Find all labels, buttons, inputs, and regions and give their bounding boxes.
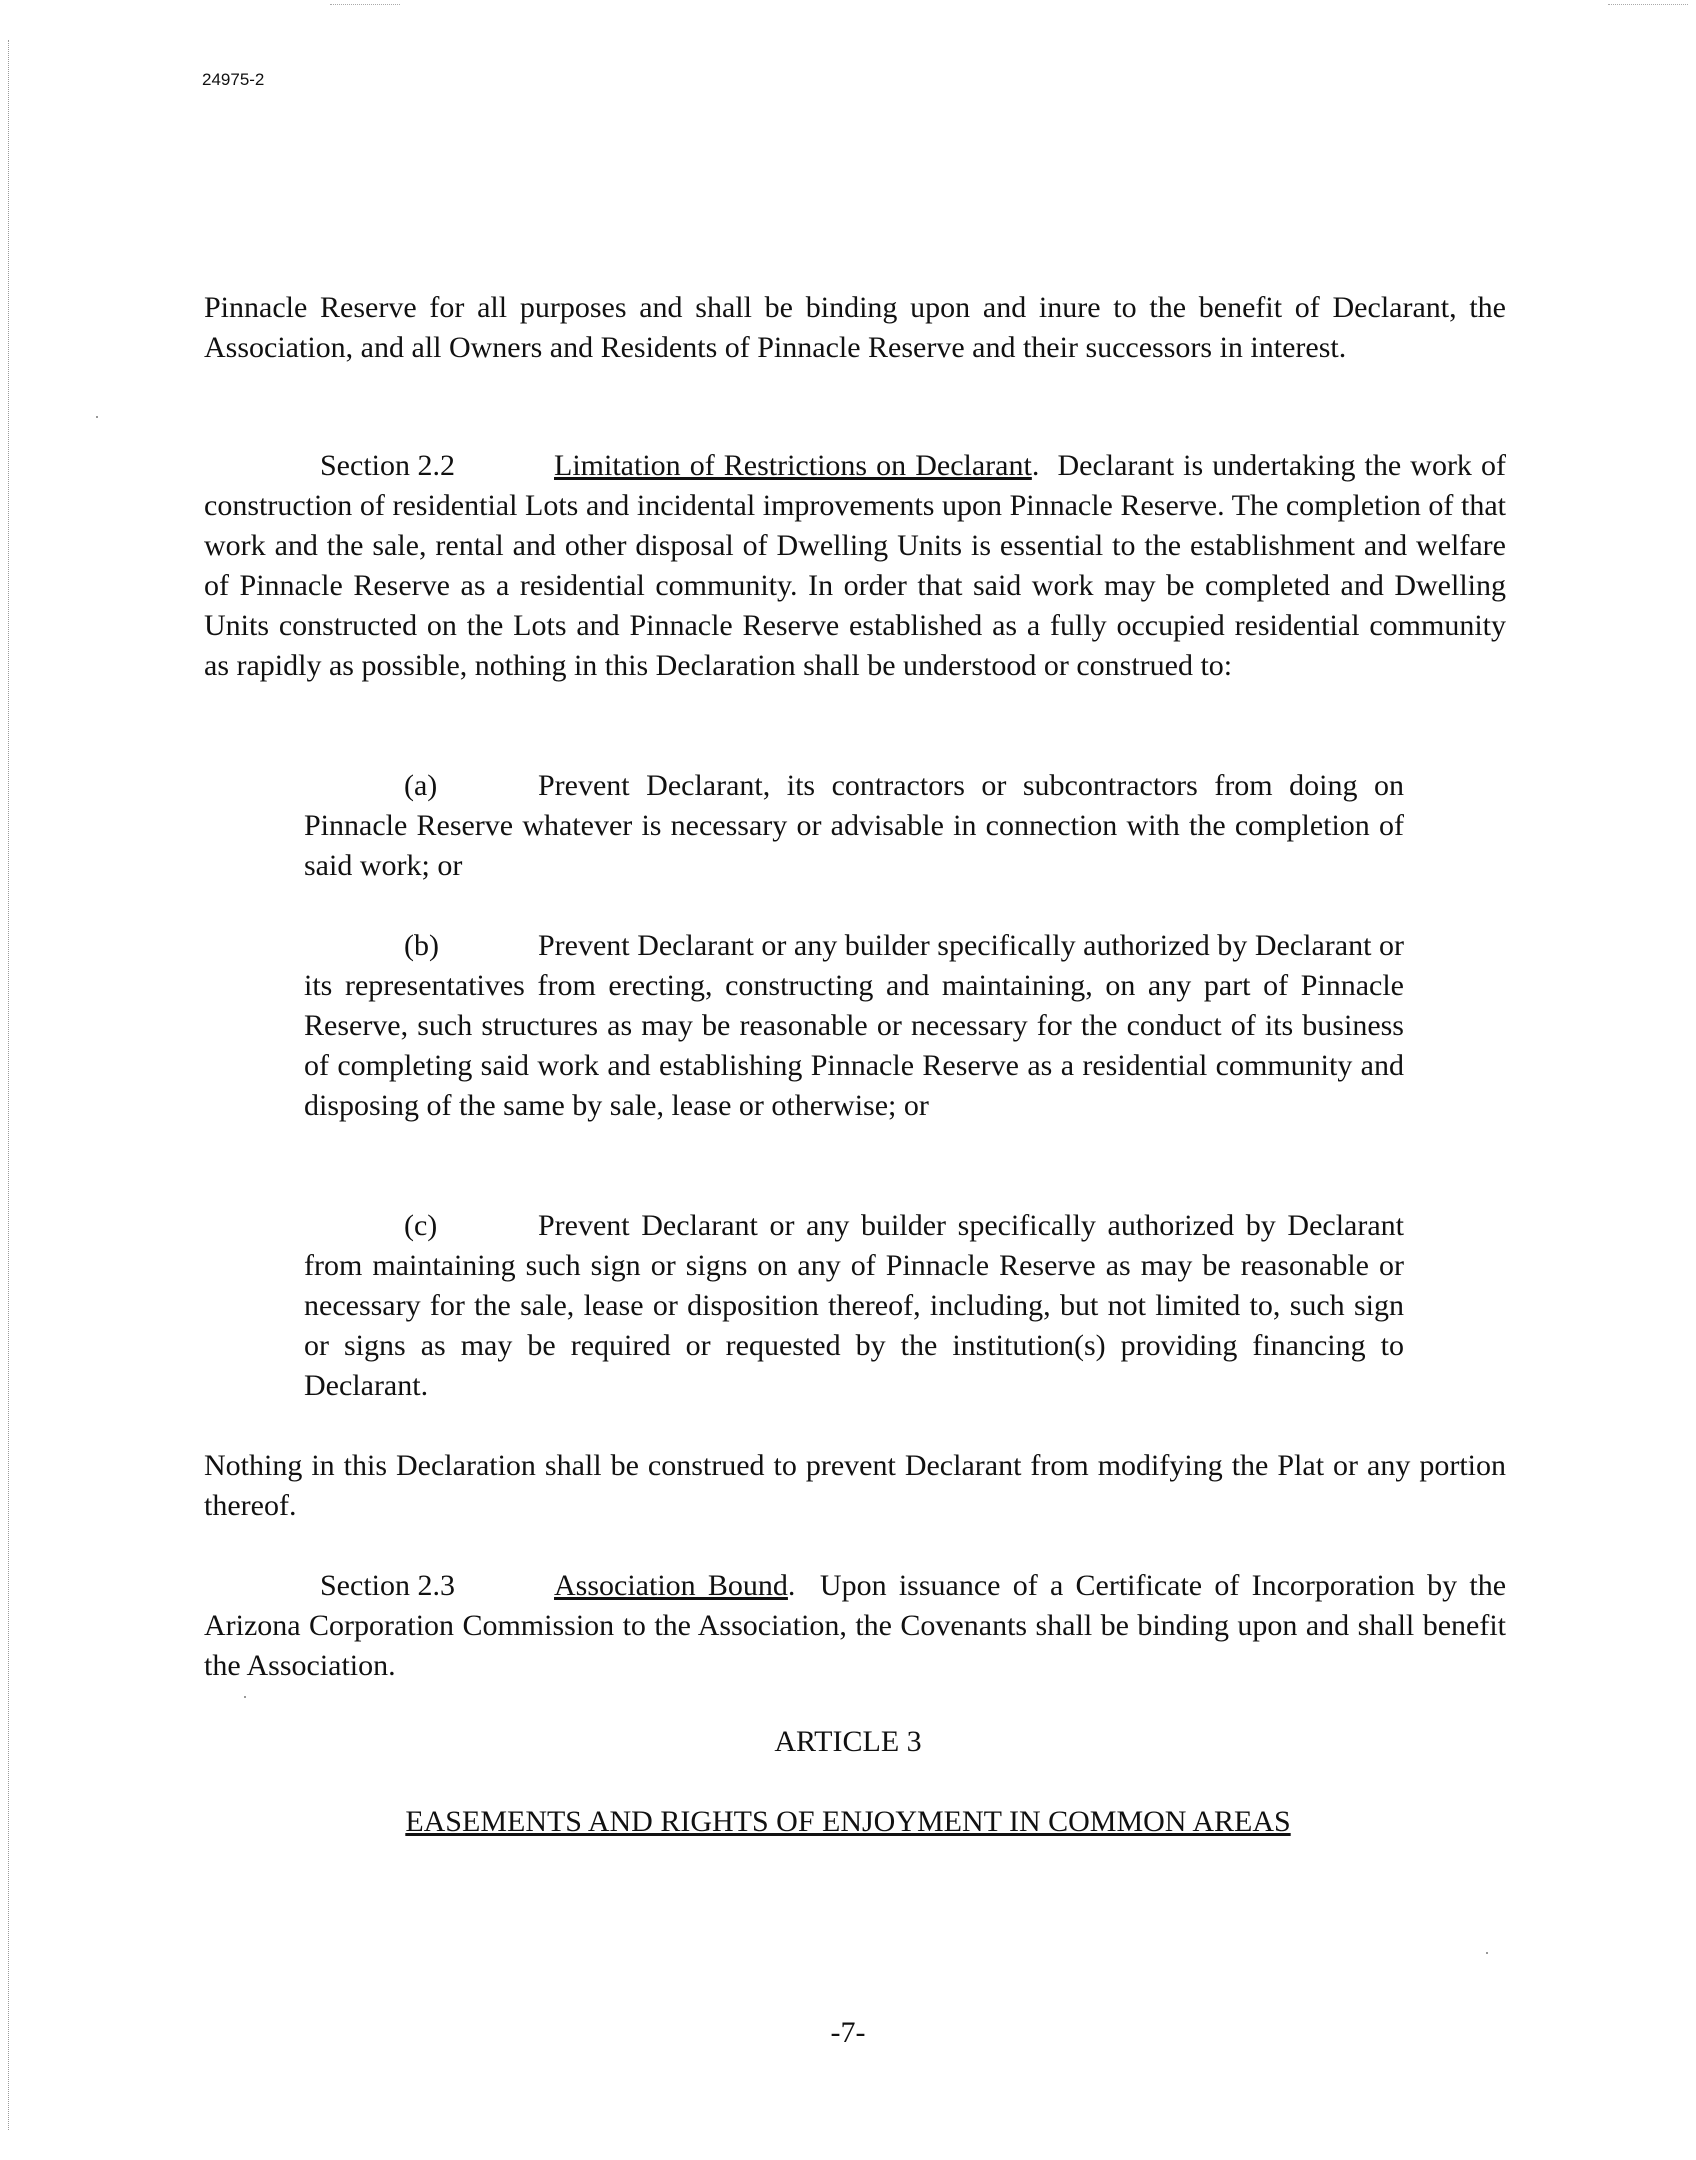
article-label: ARTICLE 3 <box>774 1725 922 1758</box>
document-id: 24975-2 <box>202 70 265 89</box>
list-item-b <box>304 926 1404 1126</box>
scan-top-artifact <box>1608 4 1688 5</box>
list-item-c <box>304 1206 1404 1406</box>
section-number: Section 2.3 <box>320 1569 455 1602</box>
item-text: Prevent Declarant, its contractors or subcontractors from doing on Pinnacle Reserve whatever is necessary or advisable in connection with the completion of said work; or <box>304 769 1404 882</box>
article-title: EASEMENTS AND RIGHTS OF ENJOYMENT IN COMMON AREAS <box>405 1805 1291 1838</box>
scan-top-artifact <box>330 4 400 5</box>
scan-speck <box>244 1696 246 1698</box>
scan-speck <box>96 416 98 418</box>
section-2-2-paragraph: Section 2.2 Limitation of Restrictions on Declarant. Declarant is undertaking the work of construction of residential Lots and incidental improvements upon Pinnacle Reserve. The completion of that work and the sale, rental and other disposal of Dwelling Units is essential to the establishment and welfare of Pinnacle Reserve as a residential community. In order that said work may be completed and Dwelling Units constructed on the Lots and Pinnacle Reserve established as a fully occupied residential community as rapidly as possible, nothing in this Declaration shall be understood or construed to: <box>204 446 1506 686</box>
continuation-paragraph: Pinnacle Reserve for all purposes and shall be binding upon and inure to the benefit of Declarant, the Association, and all Owners and Residents of Pinnacle Reserve and their successors in interest. <box>204 291 1506 364</box>
item-label: (a) <box>404 769 438 802</box>
page-number: -7- <box>830 2016 866 2049</box>
item-label: (b) <box>404 929 439 962</box>
nothing-paragraph: Nothing in this Declaration shall be construed to prevent Declarant from modifying the Plat or any portion thereof. <box>204 1449 1506 1522</box>
section-heading: Association Bound <box>554 1569 788 1602</box>
section-text: Upon issuance of a Certificate of Incorporation by the Arizona Corporation Commission to the Association, the Covenants shall be binding upon and shall benefit the Association. <box>204 1569 1507 1682</box>
section-number: Section 2.2 <box>320 449 455 482</box>
scan-speck <box>1486 1952 1488 1954</box>
section-2-3-paragraph: Section 2.3 Association Bound. Upon issuance of a Certificate of Incorporation by the Arizona Corporation Commission to the Association, the Covenants shall be binding upon and shall benefit the Association. <box>204 1566 1506 1686</box>
item-text: Prevent Declarant or any builder specifically authorized by Declarant or its representatives from erecting, constructing and maintaining, on any part of Pinnacle Reserve, such structures as may be reasonable or necessary for the conduct of its business of completing said work and establishing Pinnacle Reserve as a residential community and disposing of the same by sale, lease or otherwise; or <box>304 929 1404 1122</box>
list-item-a <box>304 766 1404 886</box>
item-label: (c) <box>404 1209 438 1242</box>
section-text: Declarant is undertaking the work of construction of residential Lots and incidental improvements upon Pinnacle Reserve. The completion of that work and the sale, rental and other disposal of Dwelling Units is essential to the establishment and welfare of Pinnacle Reserve as a residential community. In order that said work may be completed and Dwelling Units constructed on the Lots and Pinnacle Reserve established as a fully occupied residential community as rapidly as possible, nothing in this Declaration shall be understood or construed to: <box>204 449 1506 682</box>
item-text: Prevent Declarant or any builder specifically authorized by Declarant from maintaining such sign or signs on any of Pinnacle Reserve as may be reasonable or necessary for the sale, lease or disposition thereof, including, but not limited to, such sign or signs as may be required or requested by the institution(s) providing financing to Declarant. <box>304 1209 1404 1402</box>
section-heading: Limitation of Restrictions on Declarant <box>554 449 1032 482</box>
